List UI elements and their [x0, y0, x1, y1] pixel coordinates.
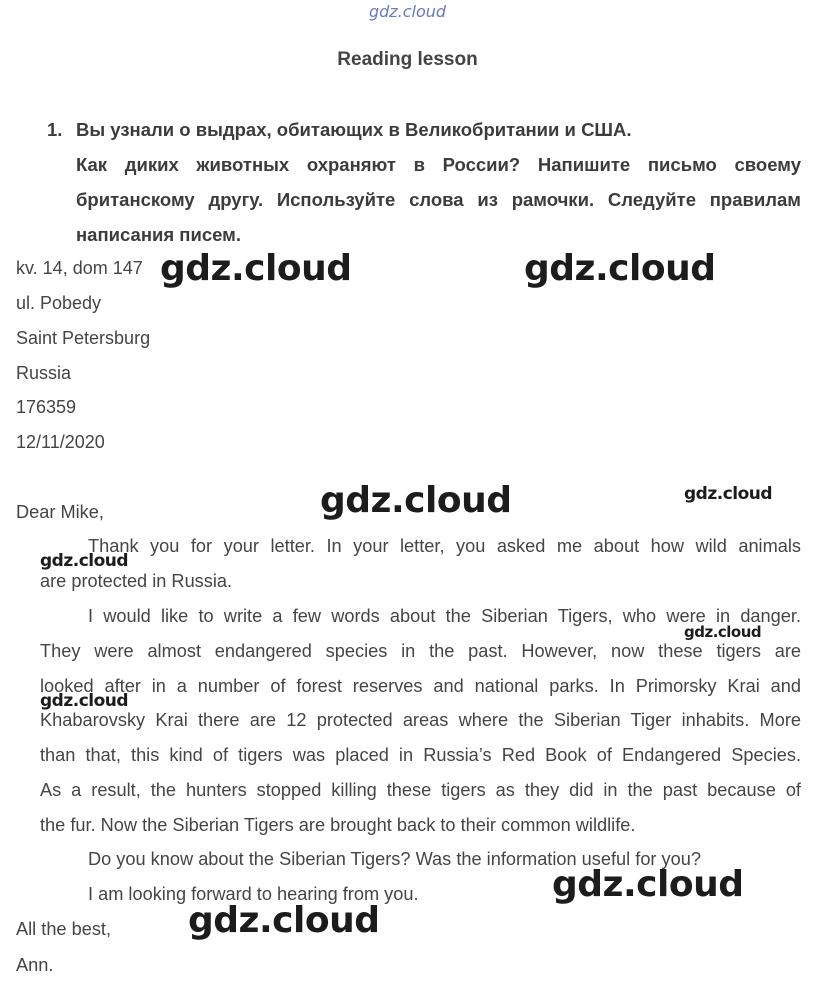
task-number: 1.	[47, 119, 63, 140]
watermark: gdz.cloud	[40, 551, 129, 571]
signature: Ann.	[16, 955, 54, 975]
watermark: gdz.cloud	[40, 691, 129, 711]
task-line: написания писем.	[76, 224, 242, 245]
address-line: kv. 14, dom 147	[16, 258, 143, 278]
greeting: Dear Mike,	[16, 502, 104, 522]
address-line: ul. Pobedy	[16, 293, 102, 313]
paragraph-line: Do you know about the Siberian Tigers? Was the information useful for you?	[88, 849, 701, 869]
paragraph-line: than that, this kind of tigers was placed in Russia’s Red Book of Endangered Species.	[40, 745, 801, 765]
paragraph-line: They were almost endangered species in the past. However, now these tigers are	[40, 641, 801, 661]
paragraph-line: are protected in Russia.	[40, 571, 233, 591]
address-line: Saint Petersburg	[16, 328, 151, 348]
task-line: британскому другу. Используйте слова из рамочки. Следуйте правилам	[76, 189, 801, 210]
paragraph-line: As a result, the hunters stopped killing these tigers as they did in the past because of	[40, 780, 801, 800]
task-line: Вы узнали о выдрах, обитающих в Великобритании и США.	[76, 119, 632, 140]
watermark: gdz.cloud	[684, 623, 762, 641]
watermark: gdz.cloud	[188, 900, 380, 941]
watermark: gdz.cloud	[552, 864, 744, 905]
closing: All the best,	[16, 919, 112, 939]
task-line: Как диких животных охраняют в России? Напишите письмо своему	[76, 154, 801, 175]
watermark: gdz.cloud	[320, 480, 512, 521]
address-line: Russia	[16, 363, 72, 383]
address-line: 12/11/2020	[16, 432, 105, 452]
page-title: Reading lesson	[337, 49, 478, 70]
watermark: gdz.cloud	[684, 484, 773, 504]
paragraph-line: looked after in a number of forest reserves and national parks. In Primorsky Krai and	[40, 676, 801, 696]
watermark: gdz.cloud	[160, 248, 352, 289]
site-watermark-top: gdz.cloud	[368, 2, 447, 21]
watermark: gdz.cloud	[524, 248, 716, 289]
paragraph-line: Thank you for your letter. In your letter, you asked me about how wild animals	[88, 536, 801, 556]
paragraph-line: I am looking forward to hearing from you.	[88, 884, 419, 904]
paragraph-line: the fur. Now the Siberian Tigers are brought back to their common wildlife.	[40, 815, 636, 835]
address-line: 176359	[16, 397, 77, 417]
paragraph-line: Khabarovsky Krai there are 12 protected areas where the Siberian Tiger inhabits. More	[40, 710, 801, 730]
paragraph-line: I would like to write a few words about the Siberian Tigers, who were in danger.	[88, 606, 801, 626]
